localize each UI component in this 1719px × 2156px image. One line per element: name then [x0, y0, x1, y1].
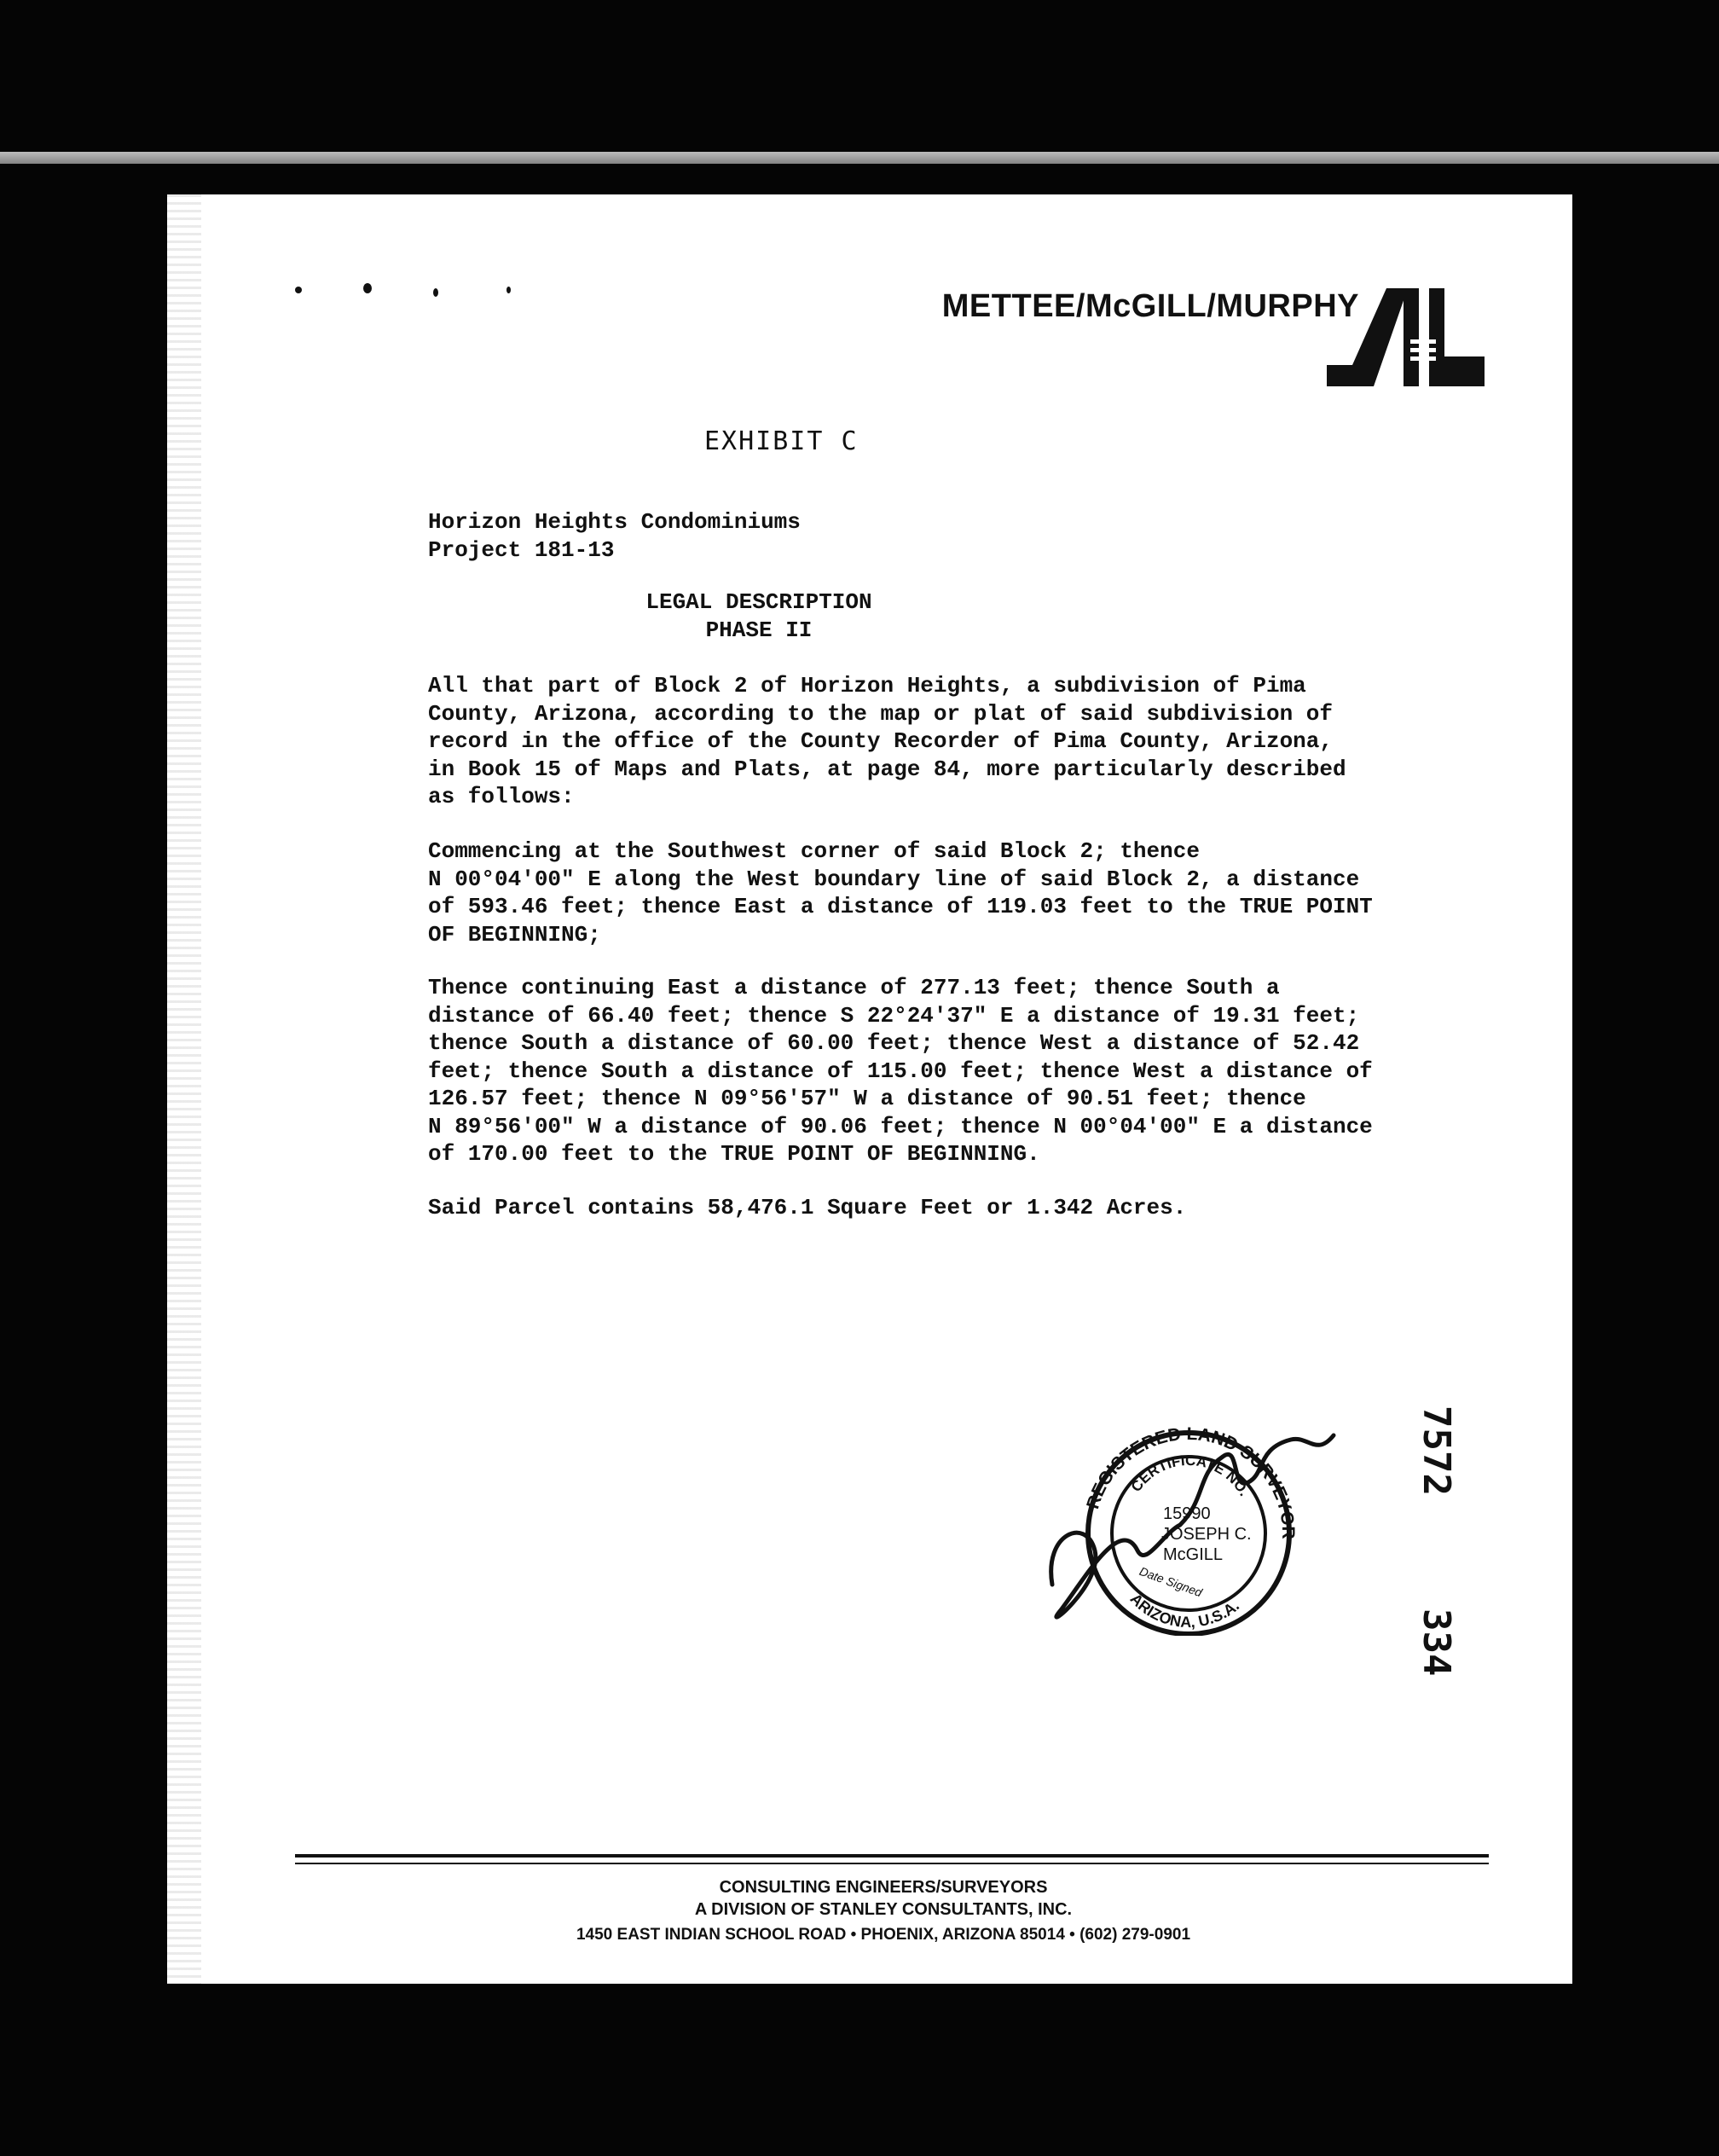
scan-noise	[167, 194, 201, 1984]
project-block	[428, 508, 801, 564]
footer-rule	[295, 1854, 1489, 1858]
paragraph-courses: Thence continuing East a distance of 277.13 feet; thence South a distance of 66.40 feet; thence S 22°24'37" E a distance of 19.31 feet; thence South a distance of 60.00 feet; thence West a distance of 52.42 feet; thence South a distance of 115.00 feet; thence West a distance of 126.57 feet; thence N 09°56'57" W a distance of 90.51 feet; thence N 89°56'00" W a distance of 90.06 feet; thence N 00°04'00" E a distance of 170.00 feet to the TRUE POINT OF BEGINNING.	[428, 975, 1373, 1167]
speck	[506, 287, 511, 293]
recording-numbers	[1407, 1405, 1509, 1747]
seal-ring-bottom: ARIZONA, U.S.A.	[1126, 1590, 1242, 1631]
document-page	[167, 194, 1572, 1984]
project-number: Project 181-13	[428, 536, 615, 563]
company-name: METTEE/McGILL/MURPHY	[941, 288, 1359, 324]
exhibit-label: EXHIBIT C	[704, 426, 859, 456]
seal-ring-top: REGISTERED LAND SURVEYOR	[1083, 1423, 1299, 1539]
heading-line-2: PHASE II	[705, 617, 813, 643]
footer-address: 1450 EAST INDIAN SCHOOL ROAD • PHOENIX, ARIZONA 85014 • (602) 279-0901	[576, 1926, 1191, 1944]
speck	[433, 288, 438, 297]
heading-line-1: LEGAL DESCRIPTION	[645, 589, 872, 615]
page-number: 334	[1415, 1608, 1458, 1677]
seal-name-1: JOSEPH C.	[1161, 1525, 1252, 1544]
seal-certificate: CERTIFICATE NO.	[1127, 1452, 1253, 1499]
legal-description-heading	[428, 588, 1090, 644]
surveyor-seal	[1035, 1405, 1342, 1636]
seal-name-2: McGILL	[1163, 1545, 1224, 1564]
docket-number: 7572	[1415, 1405, 1458, 1496]
seal-date-signed: Date Signed	[1137, 1563, 1205, 1600]
paragraph-commencing: Commencing at the Southwest corner of said Block 2; thence N 00°04'00" E along the West boundary line of said Block 2, a distance of 593.46 feet; thence East a distance of 119.03 feet to the TRUE POINT OF BEGINNING;	[428, 838, 1373, 948]
speck	[295, 287, 302, 293]
seal-number: 15990	[1163, 1504, 1211, 1523]
scan-edge	[0, 152, 1719, 164]
project-name: Horizon Heights Condominiums	[428, 509, 801, 535]
company-logo	[1310, 280, 1489, 391]
paragraph-block-description: All that part of Block 2 of Horizon Heights, a subdivision of Pima County, Arizona, according to the map or plat of said subdivision of record in the office of the County Recorder of Pima County, Arizona, in Book 15 of Maps and Plats, at page 84, more particularly described as follows:	[428, 673, 1346, 809]
footer-line-1: CONSULTING ENGINEERS/SURVEYORS	[719, 1878, 1048, 1897]
paragraph-parcel-area: Said Parcel contains 58,476.1 Square Feet or 1.342 Acres.	[428, 1195, 1187, 1220]
footer-line-2: A DIVISION OF STANLEY CONSULTANTS, INC.	[694, 1900, 1073, 1919]
speck	[363, 283, 372, 293]
footer-rule-thin	[295, 1863, 1489, 1864]
